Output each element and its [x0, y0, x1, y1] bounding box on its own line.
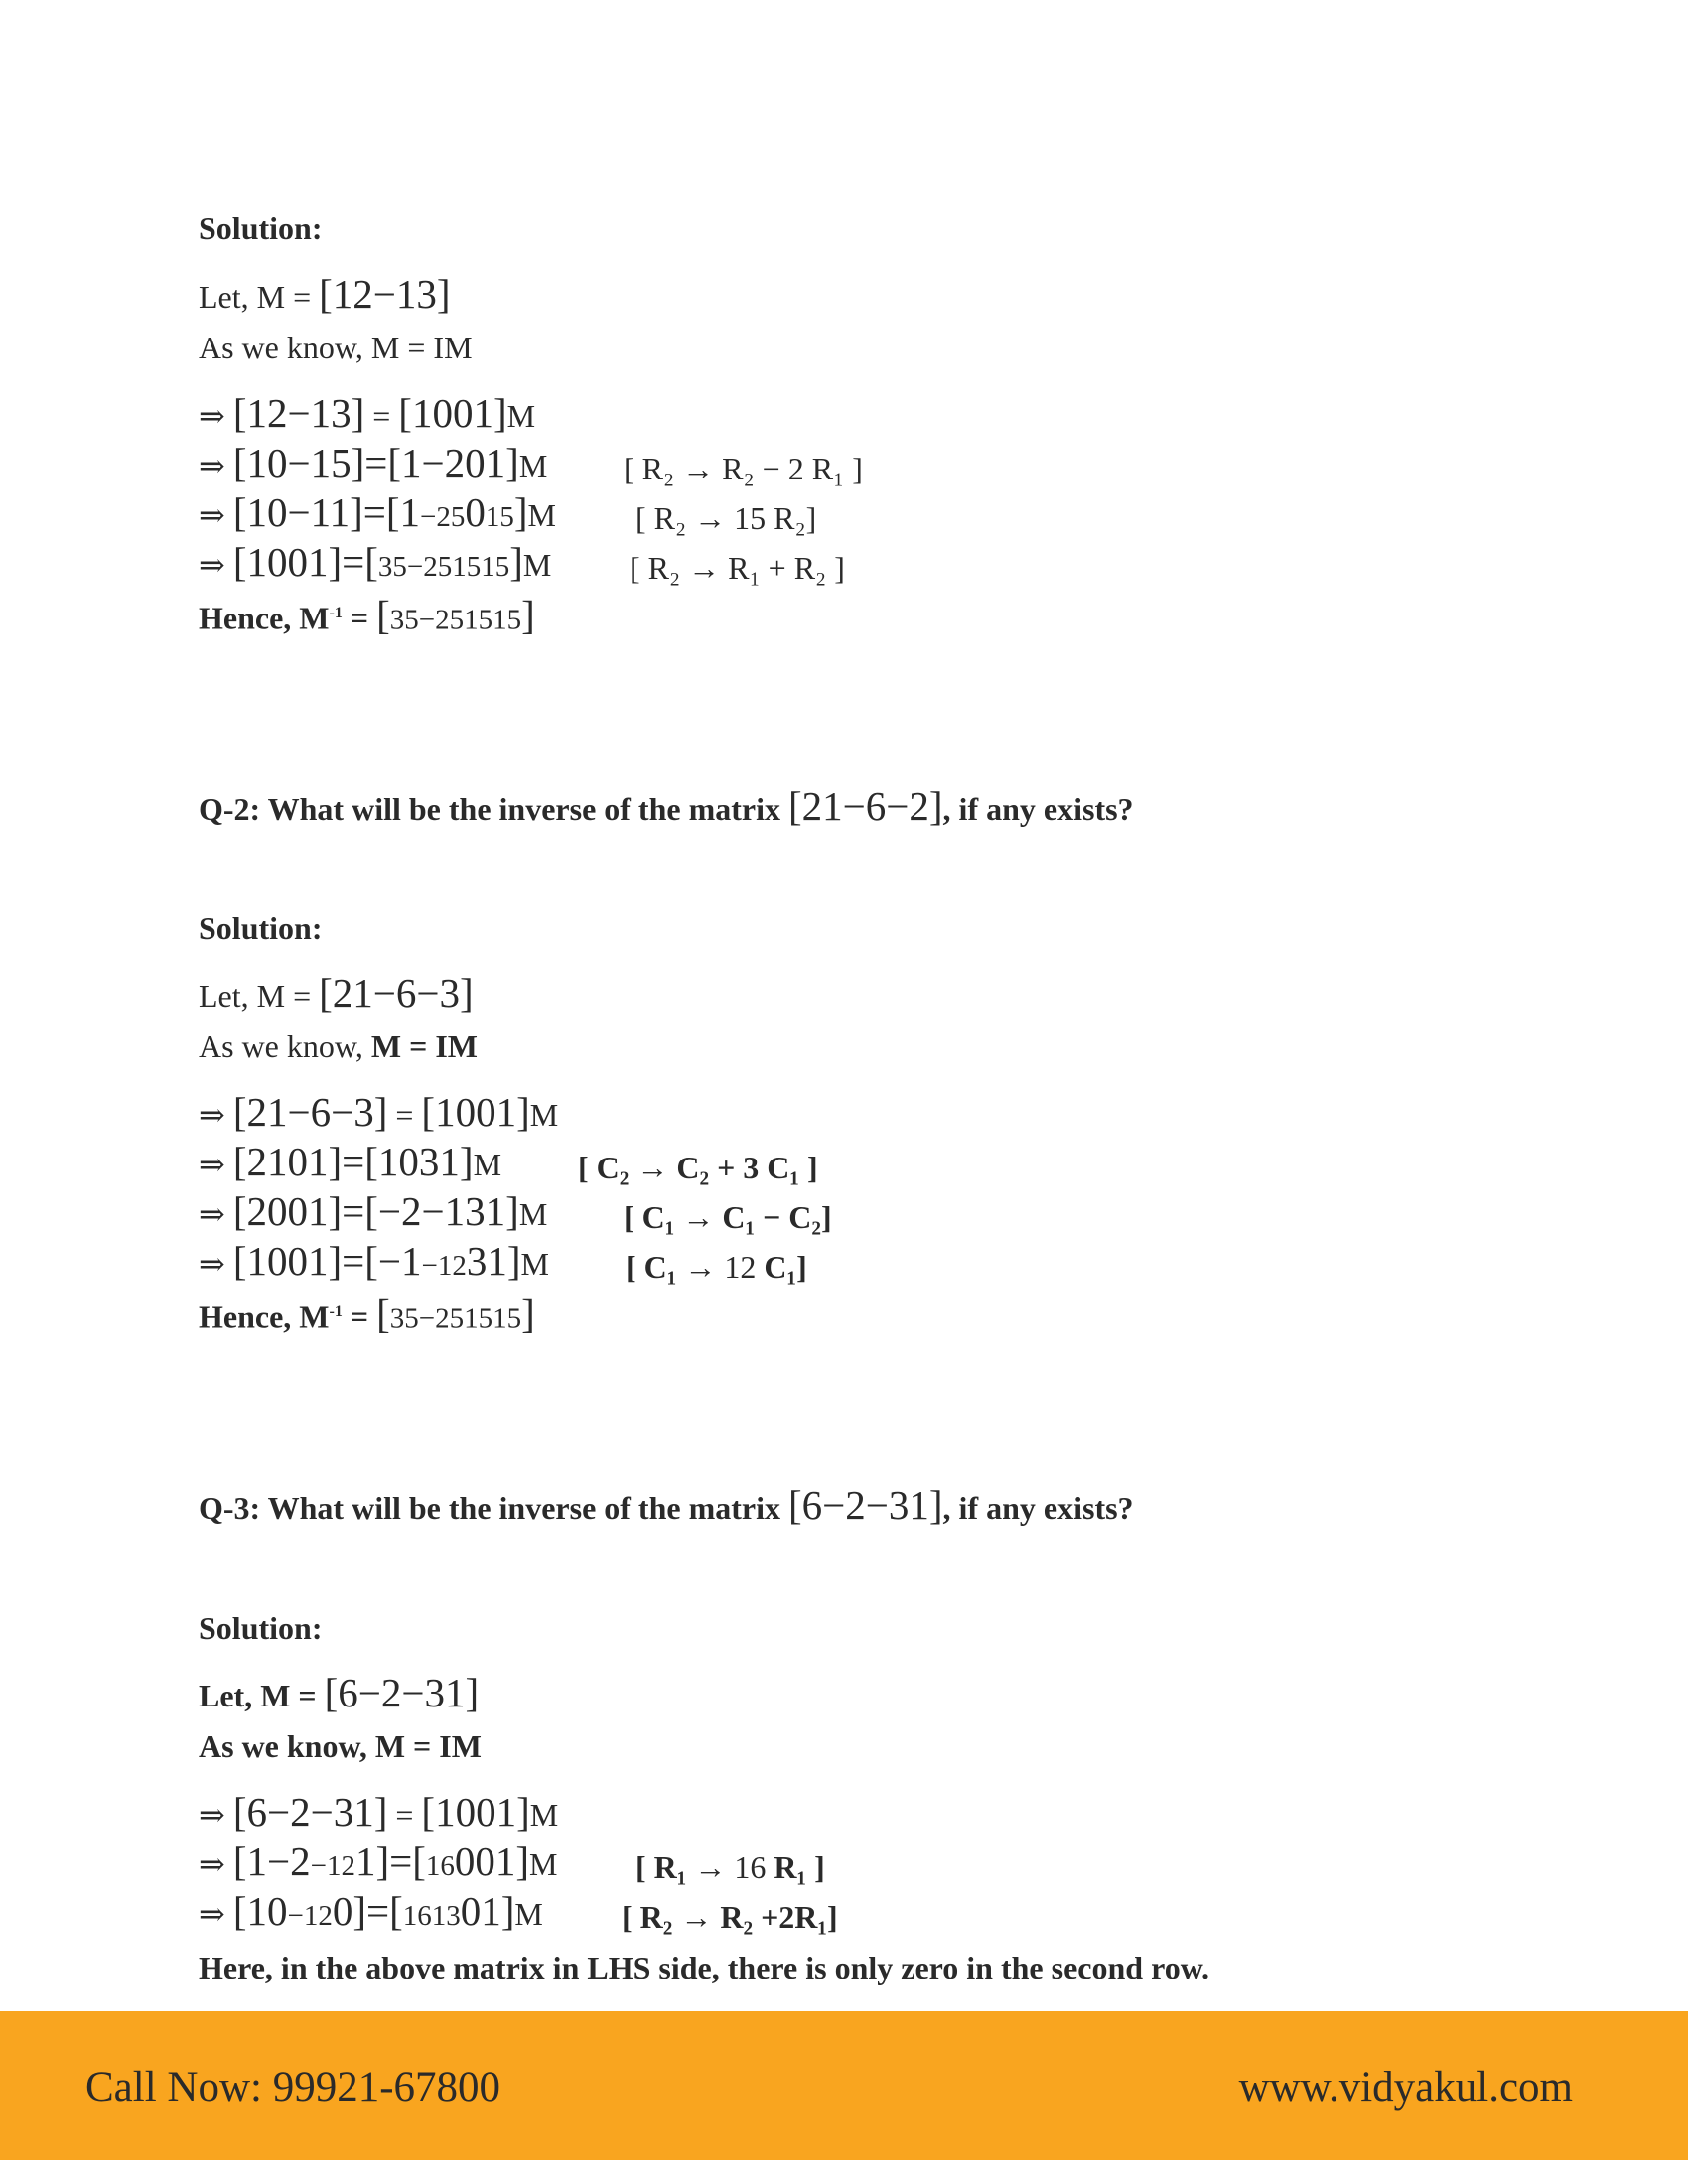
q3-step2-rhs-a: [: [412, 1839, 426, 1884]
q2-step-2: [199, 1139, 502, 1184]
hence-label: Hence, M: [199, 600, 330, 636]
q2-know-a: As we know,: [199, 1028, 371, 1064]
q1-step-4: [199, 539, 552, 587]
matrix-m: M: [529, 1846, 558, 1882]
footer-website-link[interactable]: www.vidyakul.com: [1238, 2064, 1573, 2111]
inverse-superscript: -1: [329, 605, 343, 621]
q1-let-matrix: [12−13]: [319, 271, 451, 317]
arrow-symbol: ⇒: [199, 547, 225, 583]
q1-step-3: [199, 489, 556, 537]
q3-question-text-a: Q-3: What will be the inverse of the matrix: [199, 1490, 788, 1526]
q1-step2-lhs: [10−15]: [232, 440, 365, 485]
matrix-m: M: [522, 547, 552, 583]
q2-step2-operation: [ C₂ → C₂ + 3 C₁ ]: [578, 1150, 818, 1185]
q3-step2-lhs-c: 1]: [354, 1839, 390, 1884]
q3-step3-lhs-a: [10: [232, 1888, 288, 1934]
q3-step3-rhs-c: 01]: [460, 1888, 515, 1934]
q1-step3-rhs-d: 15: [485, 501, 514, 533]
q1-let-prefix: Let, M =: [199, 279, 320, 315]
hence-label: Hence, M: [199, 1298, 330, 1335]
q3-step2-operation: [635, 1847, 825, 1887]
q1-step4-rhs-b: 35−251515: [377, 551, 510, 583]
q3-question-matrix: [6−2−31]: [787, 1482, 943, 1528]
q2-let-line: [199, 970, 474, 1016]
q3-step3-lhs-c: 0]: [332, 1888, 366, 1934]
arrow-symbol: ⇒: [199, 1196, 225, 1232]
q2-know-line: [199, 1026, 478, 1066]
q2-step4-rhs-c: 31]: [466, 1238, 521, 1284]
equals-sign: =: [342, 539, 365, 585]
q1-let-line: [199, 271, 451, 317]
q2-step2-rhs: [1031]: [364, 1139, 474, 1184]
matrix-m: M: [520, 1246, 549, 1282]
matrix-m: M: [529, 1797, 559, 1833]
q2-step1-lhs: [21−6−3]: [232, 1089, 388, 1135]
q2-step1-rhs: [1001]: [421, 1089, 530, 1135]
arrow-symbol: ⇒: [199, 497, 225, 533]
arrow-symbol: ⇒: [199, 1097, 225, 1133]
matrix-m: M: [473, 1147, 502, 1182]
q3-question: [199, 1482, 1134, 1528]
q1-step3-lhs: [10−11]: [232, 489, 363, 535]
q3-step3-operation: [ R₂ → R₂ +2R₁]: [622, 1899, 838, 1935]
q2-question: [199, 783, 1134, 829]
arrow-symbol: ⇒: [199, 1896, 225, 1932]
q2-hence-c: ]: [521, 1291, 535, 1337]
q3-step-1: [199, 1789, 559, 1835]
q3-step2-rhs-c: 001]: [454, 1839, 530, 1884]
equals-sign: =: [342, 1298, 377, 1335]
q2-step4-rhs-b: −12: [421, 1250, 467, 1282]
q2-step-3: [199, 1188, 548, 1234]
q1-step2-rhs: [1−201]: [387, 440, 519, 485]
q3-step-3: [199, 1888, 543, 1936]
q1-step3-rhs-a: [1: [385, 489, 421, 535]
q1-know-line: As we know, M = IM: [199, 330, 473, 365]
q2-know-b: M = IM: [370, 1028, 478, 1064]
equals-sign: =: [387, 1797, 422, 1833]
q2-step4-rhs-a: [−1: [364, 1238, 422, 1284]
q1-step4-operation: [ R₂ → R₁ + R₂ ]: [630, 550, 845, 586]
q2-step2-lhs: [2101]: [232, 1139, 343, 1184]
matrix-m: M: [527, 497, 556, 533]
equals-sign: =: [364, 398, 399, 434]
q1-step-2: [199, 440, 548, 485]
matrix-m: M: [518, 1196, 548, 1232]
q2-op-b: 12: [724, 1249, 757, 1285]
q3-step3-rhs-a: [: [389, 1888, 403, 1934]
arrow-symbol: ⇒: [199, 1797, 225, 1833]
q3-let-line: [199, 1670, 480, 1715]
arrow-symbol: ⇒: [199, 1846, 225, 1882]
equals-sign: =: [362, 489, 386, 535]
q1-hence-b: 35−251515: [389, 604, 522, 636]
q2-let-prefix: Let, M =: [199, 978, 320, 1014]
q3-question-text-b: , if any exists?: [942, 1490, 1134, 1526]
q2-solution-label: Solution:: [199, 910, 323, 946]
q1-step3-rhs-e: ]: [513, 489, 528, 535]
equals-sign: =: [342, 600, 377, 636]
q1-step3-rhs-c: 0: [465, 489, 486, 535]
q2-question-text-a: Q-2: What will be the inverse of the matrix: [199, 791, 788, 827]
equals-sign: =: [342, 1238, 365, 1284]
q2-hence-a: [: [376, 1291, 390, 1337]
q1-hence-line: [199, 594, 535, 640]
q1-step3-rhs-b: −25: [420, 501, 466, 533]
q3-step2-rhs-b: 16: [425, 1850, 455, 1882]
q2-hence-b: 35−251515: [389, 1302, 522, 1335]
q1-step1-rhs: [1001]: [398, 390, 507, 436]
q2-step3-lhs: [2001]: [232, 1188, 343, 1234]
q3-op-b: 16: [734, 1849, 767, 1885]
matrix-m: M: [514, 1896, 543, 1932]
q2-step3-rhs: [−2−131]: [364, 1188, 519, 1234]
matrix-m: M: [506, 398, 536, 434]
q2-op-c: C₁]: [756, 1249, 807, 1285]
footer-banner: [0, 2011, 1688, 2160]
q2-let-matrix: [21−6−3]: [319, 970, 474, 1016]
equals-sign: =: [387, 1097, 422, 1133]
q3-step3-lhs-b: −12: [287, 1900, 333, 1932]
equals-sign: =: [365, 1888, 390, 1934]
q1-step1-lhs: [12−13]: [232, 390, 365, 436]
q1-step4-rhs-c: ]: [509, 539, 523, 585]
q3-note: Here, in the above matrix in LHS side, there is only zero in the second row.: [199, 1950, 1210, 1985]
q3-step1-lhs: [6−2−31]: [232, 1789, 388, 1835]
q3-step-2: [199, 1839, 558, 1886]
equals-sign: =: [364, 440, 388, 485]
q3-know-line: As we know, M = IM: [199, 1728, 482, 1764]
equals-sign: =: [342, 1188, 365, 1234]
matrix-m: M: [518, 448, 548, 483]
q2-step4-lhs: [1001]: [232, 1238, 343, 1284]
q1-hence-a: [: [376, 592, 390, 638]
q1-step-1: [199, 390, 536, 436]
q2-question-text-b: , if any exists?: [942, 791, 1134, 827]
q1-step4-rhs-a: [: [364, 539, 378, 585]
footer-call-number[interactable]: Call Now: 99921-67800: [85, 2064, 501, 2111]
q2-hence-line: [199, 1293, 535, 1339]
q2-step4-operation: [626, 1247, 807, 1287]
equals-sign: =: [342, 1139, 365, 1184]
q2-question-matrix: [21−6−2]: [787, 783, 943, 829]
q1-hence-c: ]: [521, 592, 535, 638]
q1-solution-label: Solution:: [199, 210, 323, 246]
q2-step3-operation: [ C₁ → C₁ − C₂]: [624, 1199, 832, 1235]
q3-solution-label: Solution:: [199, 1610, 323, 1646]
q1-step2-operation: [ R₂ → R₂ − 2 R₁ ]: [624, 451, 863, 486]
q3-step2-lhs-b: −12: [310, 1850, 355, 1882]
q2-step-1: [199, 1089, 559, 1135]
q3-step2-lhs-a: [1−2: [232, 1839, 311, 1884]
q3-let-matrix: [6−2−31]: [324, 1670, 480, 1715]
q3-step3-rhs-b: 1613: [402, 1900, 461, 1932]
equals-sign: =: [389, 1839, 413, 1884]
q1-step3-operation: [ R₂ → 15 R₂]: [635, 500, 817, 536]
arrow-symbol: ⇒: [199, 398, 225, 434]
arrow-symbol: ⇒: [199, 1147, 225, 1182]
q3-let-prefix: Let, M =: [199, 1678, 325, 1713]
arrow-symbol: ⇒: [199, 1246, 225, 1282]
q1-step4-lhs: [1001]: [232, 539, 343, 585]
q2-op-a: [ C₁ →: [626, 1249, 725, 1285]
q3-op-a: [ R₁ →: [635, 1849, 735, 1885]
q3-step1-rhs: [1001]: [421, 1789, 530, 1835]
matrix-m: M: [529, 1097, 559, 1133]
arrow-symbol: ⇒: [199, 448, 225, 483]
q3-op-c: R₁ ]: [766, 1849, 825, 1885]
q2-step-4: [199, 1238, 549, 1286]
inverse-superscript: -1: [329, 1303, 343, 1320]
